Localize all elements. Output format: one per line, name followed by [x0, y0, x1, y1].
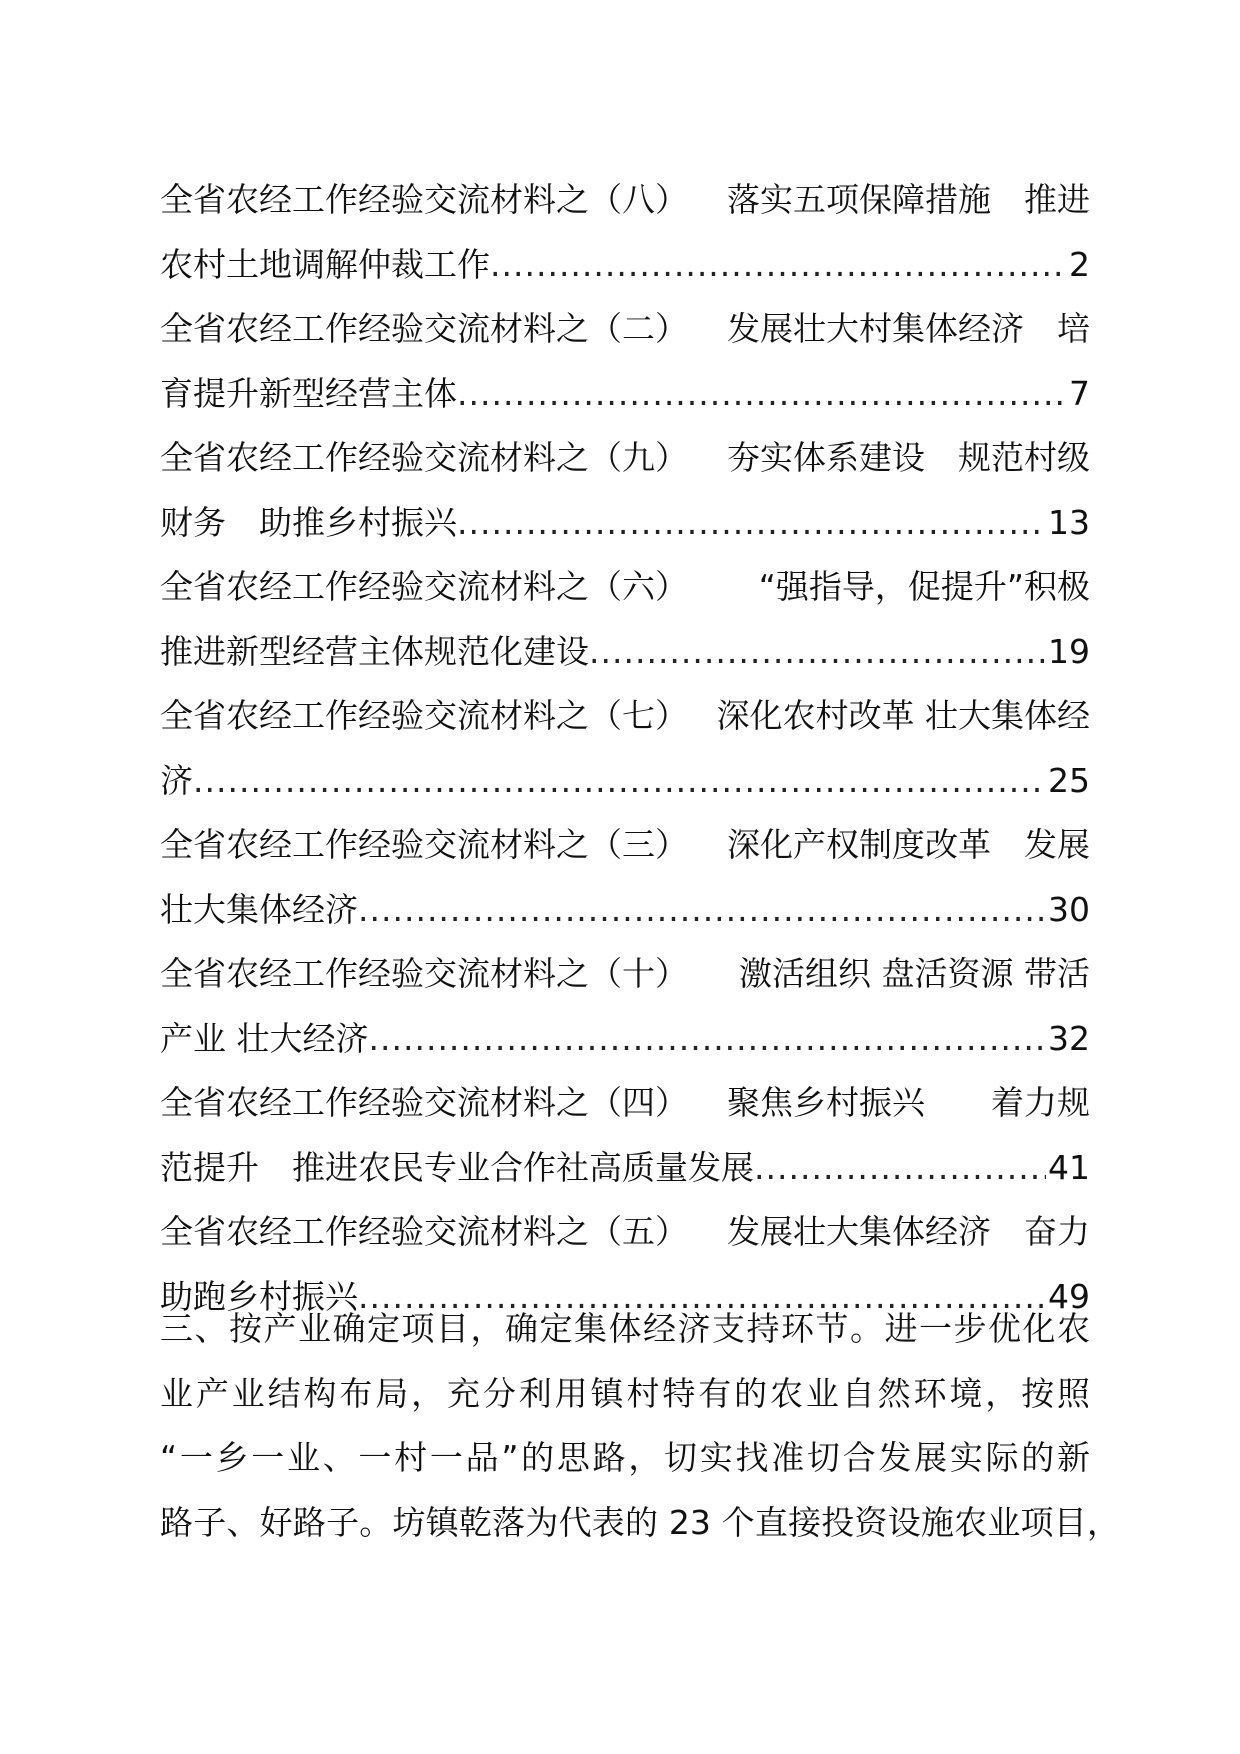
- dot-leader: [589, 620, 1046, 685]
- toc-page-number: 7: [1069, 373, 1090, 413]
- toc-page-number: 32: [1048, 1018, 1090, 1058]
- toc-entry-title-end: 助跑乡村振兴: [160, 1276, 358, 1316]
- toc-entry-series: 全省农经工作经验交流材料之（三）: [160, 825, 688, 864]
- toc-entry[interactable]: [160, 1071, 1090, 1200]
- toc-entry-leader-line: [160, 1136, 1090, 1201]
- toc-entry-title-end: 财务 助推乡村振兴: [160, 502, 457, 542]
- toc-entry-leader-line: [160, 620, 1090, 685]
- toc-entry-series: 全省农经工作经验交流材料之（四）: [160, 1083, 688, 1122]
- toc-entry[interactable]: [160, 942, 1090, 1071]
- toc-entry-title-line: [160, 942, 1090, 1007]
- toc-page-number: 13: [1048, 502, 1090, 542]
- toc-entry-title-end: 产业 壮大经济: [160, 1018, 369, 1058]
- toc-page-number: 41: [1048, 1147, 1090, 1187]
- toc-entry-leader-line: [160, 362, 1090, 427]
- toc-entry-title-start: 发展壮大集体经济 奋力: [727, 1212, 1090, 1251]
- paragraph-line: 业产业结构布局，充分利用镇村特有的农业自然环境，按照: [160, 1373, 1090, 1413]
- toc-entry-title-start: 发展壮大村集体经济 培: [727, 309, 1090, 348]
- dot-leader: [457, 491, 1046, 556]
- toc-entry[interactable]: [160, 684, 1090, 813]
- toc-entry-leader-line: [160, 749, 1090, 814]
- toc-entry[interactable]: [160, 168, 1090, 297]
- toc-entry-series: 全省农经工作经验交流材料之（七）: [160, 696, 688, 735]
- toc-entry-title-line: [160, 555, 1090, 620]
- toc-entry-series: 全省农经工作经验交流材料之（六）: [160, 567, 688, 606]
- toc-page-number: 49: [1048, 1276, 1090, 1316]
- toc-entry-title-end: 范提升 推进农民专业合作社高质量发展: [160, 1147, 754, 1187]
- toc-entry-leader-line: [160, 1007, 1090, 1072]
- toc-entry-leader-line: [160, 491, 1090, 556]
- toc-entry-title-end: 推进新型经营主体规范化建设: [160, 631, 589, 671]
- dot-leader: [369, 1007, 1047, 1072]
- toc-entry-title-start: 深化产权制度改革 发展: [727, 825, 1090, 864]
- paragraph-line: 路子、好路子。坊镇乾落为代表的 23 个直接投资设施农业项目，: [160, 1502, 1120, 1542]
- toc-entry-series: 全省农经工作经验交流材料之（八）: [160, 180, 688, 219]
- toc-entry-series: 全省农经工作经验交流材料之（十）: [160, 954, 688, 993]
- toc-entry-title-line: [160, 684, 1090, 749]
- toc-entry-series: 全省农经工作经验交流材料之（二）: [160, 309, 688, 348]
- toc-entry[interactable]: [160, 813, 1090, 942]
- toc-entry-title-line: [160, 297, 1090, 362]
- toc-entry-title-end: 育提升新型经营主体: [160, 373, 457, 413]
- toc-entry-title-start: “强指导，促提升”积极: [758, 567, 1090, 606]
- toc-page-number: 2: [1069, 244, 1090, 284]
- toc-entry-title-end: 壮大集体经济: [160, 889, 358, 929]
- table-of-contents: [160, 168, 1090, 1329]
- toc-entry-title-line: [160, 813, 1090, 878]
- dot-leader: [754, 1136, 1046, 1201]
- toc-entry-title-start: 落实五项保障措施 推进: [727, 180, 1090, 219]
- dot-leader: [193, 749, 1046, 814]
- toc-entry-series: 全省农经工作经验交流材料之（五）: [160, 1212, 688, 1251]
- toc-entry-leader-line: [160, 878, 1090, 943]
- toc-entry[interactable]: [160, 426, 1090, 555]
- dot-leader: [490, 233, 1067, 298]
- paragraph-line: 三、按产业确定项目，确定集体经济支持环节。进一步优化农: [160, 1309, 1090, 1348]
- toc-entry-title-start: 激活组织 盘活资源 带活: [739, 954, 1090, 993]
- toc-entry-title-line: [160, 426, 1090, 491]
- toc-entry-series: 全省农经工作经验交流材料之（九）: [160, 438, 688, 477]
- dot-leader: [457, 362, 1067, 427]
- body-paragraph: [160, 1297, 1120, 1555]
- toc-entry-title-line: [160, 1200, 1090, 1265]
- dot-leader: [358, 878, 1046, 943]
- toc-page-number: 25: [1048, 760, 1090, 800]
- toc-entry-title-start: 深化农村改革 壮大集体经: [716, 696, 1090, 735]
- toc-entry-title-line: [160, 1071, 1090, 1136]
- toc-page-number: 19: [1048, 631, 1090, 671]
- toc-entry-title-line: [160, 168, 1090, 233]
- toc-entry[interactable]: [160, 297, 1090, 426]
- paragraph-line: “一乡一业、一村一品”的思路，切实找准切合发展实际的新: [160, 1438, 1090, 1477]
- toc-entry-title-end: 农村土地调解仲裁工作: [160, 244, 490, 284]
- toc-entry-title-start: 夯实体系建设 规范村级: [727, 438, 1090, 477]
- toc-entry[interactable]: [160, 555, 1090, 684]
- toc-page-number: 30: [1048, 889, 1090, 929]
- toc-entry-leader-line: [160, 233, 1090, 298]
- toc-entry-title-start: 聚焦乡村振兴 着力规: [727, 1083, 1090, 1122]
- toc-entry-title-end: 济: [160, 760, 193, 800]
